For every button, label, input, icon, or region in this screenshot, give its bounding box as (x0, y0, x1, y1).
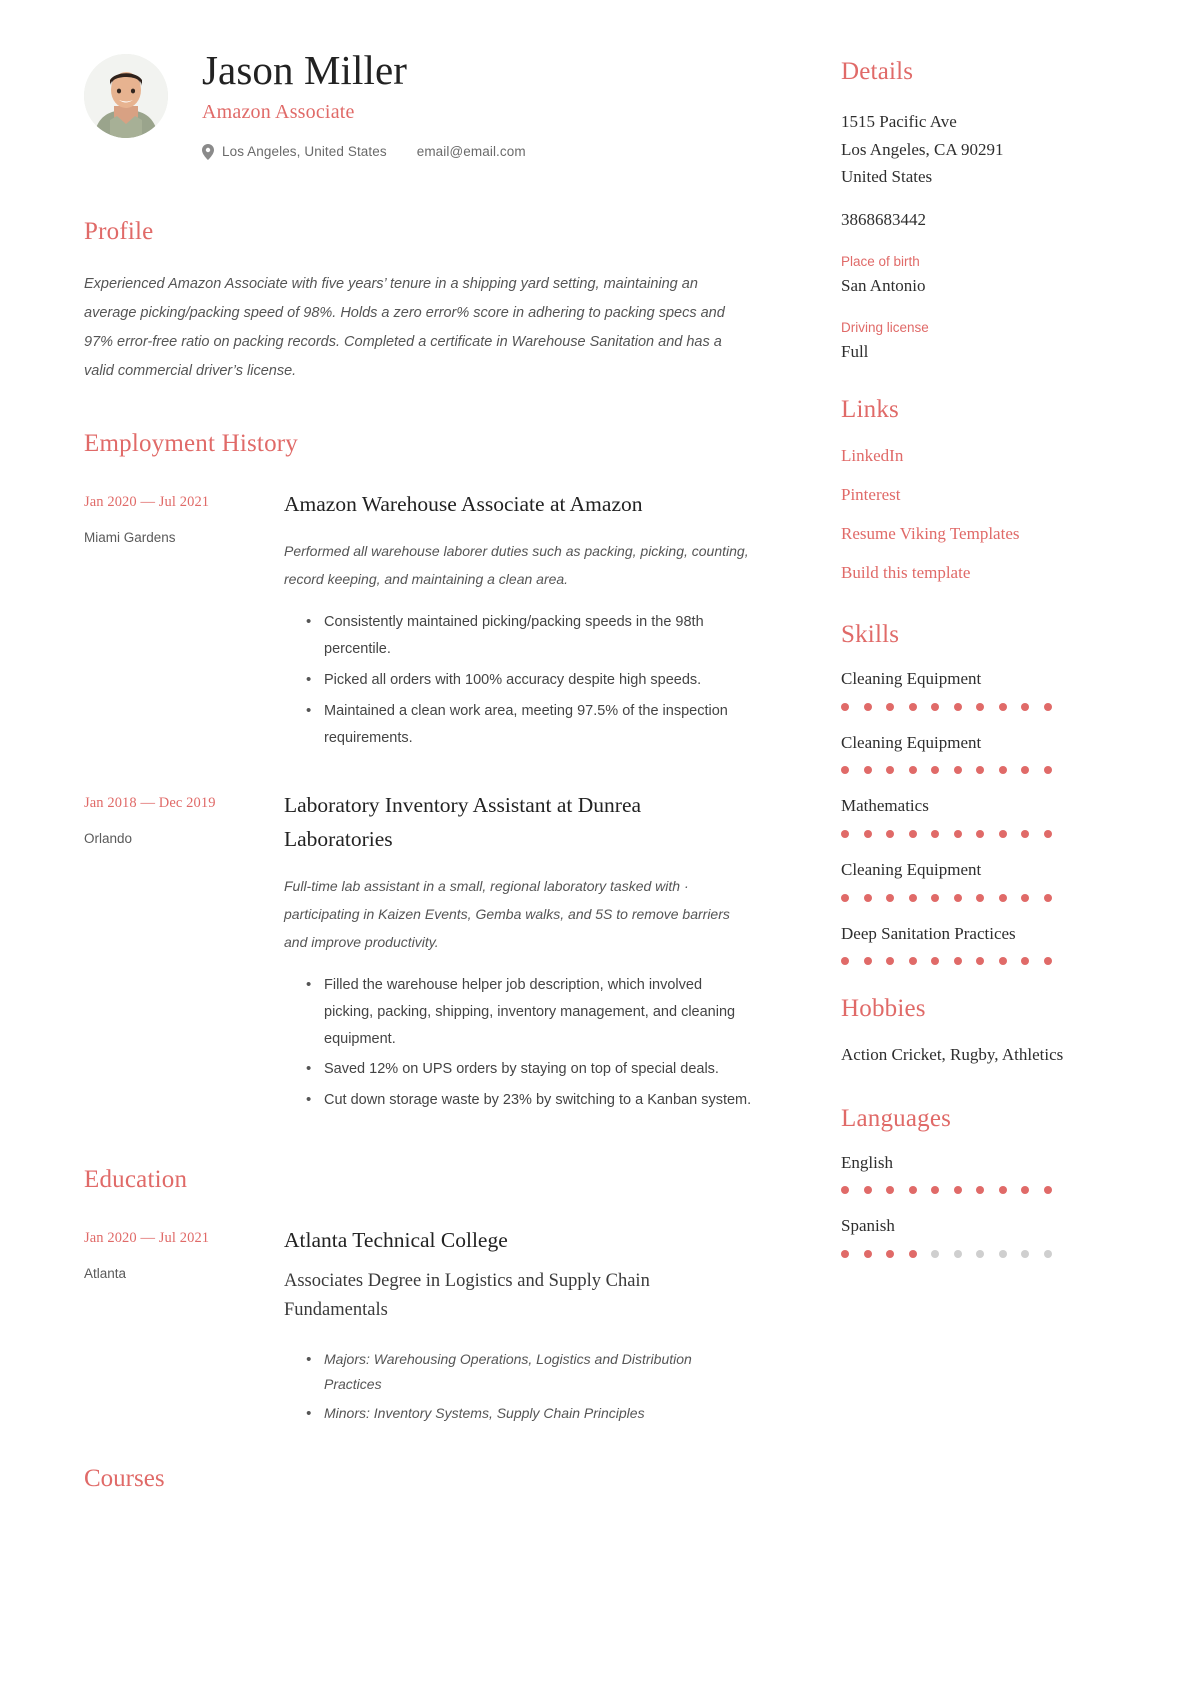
skill-rating (841, 830, 1111, 838)
rating-dot-filled (1021, 766, 1029, 774)
skill-label: Cleaning Equipment (841, 732, 982, 752)
skill-item (841, 731, 1111, 775)
rating-dot-filled (841, 830, 849, 838)
entry-location: Orlando (84, 831, 133, 847)
entry-date: Jan 2020 — Jul 2021 (84, 1230, 210, 1247)
page-title: Jason Miller (202, 47, 408, 93)
rating-dot-filled (976, 1186, 984, 1194)
rating-dot-filled (909, 830, 917, 838)
skill-item (841, 794, 1111, 838)
rating-dot-empty (954, 1250, 962, 1258)
rating-dot-filled (931, 703, 939, 711)
rating-dot-filled (841, 957, 849, 965)
entry-title: Amazon Warehouse Associate at Amazon (284, 492, 643, 516)
job-title: Amazon Associate (202, 100, 355, 123)
rating-dot-filled (954, 1186, 962, 1194)
rating-dot-filled (999, 766, 1007, 774)
entry-bullet-list (284, 1347, 752, 1427)
contact-email[interactable]: email@email.com (416, 144, 526, 160)
entry-description: Full-time lab assistant in a small, regional laboratory tasked with · participating in Kaizen Events, Gemba walks, and 5S to remove barriers and improve productivity. (284, 878, 730, 950)
rating-dot-filled (1021, 957, 1029, 965)
sidebar-section-details (841, 58, 1111, 362)
list-item: • Maintained a clean work area, meeting 97.5% of the inspection requirements. (306, 698, 752, 752)
rating-dot-filled (976, 830, 984, 838)
section-education (84, 1166, 752, 1430)
language-rating (841, 1186, 1111, 1194)
skill-rating (841, 894, 1111, 902)
phone-number: 3868683442 (841, 209, 926, 229)
rating-dot-filled (999, 957, 1007, 965)
sidebar-title-links: Links (841, 395, 899, 423)
rating-dot-filled (931, 830, 939, 838)
sidebar-section-languages (841, 1105, 1111, 1258)
skill-label: Cleaning Equipment (841, 860, 982, 880)
entry-body (284, 789, 752, 1118)
rating-dot-filled (1044, 957, 1052, 965)
entry-date: Jan 2018 — Dec 2019 (84, 795, 216, 812)
location-pin-icon (202, 144, 214, 160)
rating-dot-filled (864, 1250, 872, 1258)
rating-dot-filled (886, 957, 894, 965)
rating-dot-filled (976, 703, 984, 711)
language-item (841, 1151, 1111, 1195)
rating-dot-filled (1021, 894, 1029, 902)
rating-dot-filled (954, 894, 962, 902)
entry-bullet-list (284, 972, 752, 1114)
entry-meta (84, 488, 284, 755)
sidebar-section-links (841, 396, 1111, 586)
education-entry (84, 1224, 752, 1430)
rating-dot-filled (841, 894, 849, 902)
skill-rating (841, 766, 1111, 774)
rating-dot-filled (909, 894, 917, 902)
rating-dot-filled (1044, 830, 1052, 838)
entry-location: Atlanta (84, 1266, 127, 1282)
entry-body (284, 488, 752, 755)
sidebar-title-skills: Skills (841, 621, 900, 649)
skill-item (841, 667, 1111, 711)
entry-title: Atlanta Technical College (284, 1228, 508, 1253)
driving-license-value: Full (841, 341, 869, 361)
rating-dot-filled (1021, 830, 1029, 838)
rating-dot-filled (886, 766, 894, 774)
main-column (84, 218, 752, 1470)
skill-rating (841, 957, 1111, 965)
language-label: English (841, 1152, 893, 1172)
section-title-courses: Courses (84, 1465, 165, 1492)
sidebar-section-hobbies (841, 995, 1111, 1069)
driving-license-label: Driving license (841, 319, 929, 335)
rating-dot-filled (864, 894, 872, 902)
rating-dot-filled (864, 703, 872, 711)
rating-dot-filled (886, 1250, 894, 1258)
rating-dot-filled (909, 1186, 917, 1194)
rating-dot-filled (976, 766, 984, 774)
profile-photo-icon (84, 54, 168, 138)
rating-dot-empty (999, 1250, 1007, 1258)
rating-dot-filled (886, 703, 894, 711)
skill-item (841, 922, 1111, 966)
list-item: • Majors: Warehousing Operations, Logistics and Distribution Practices (306, 1347, 752, 1397)
list-item: • Filled the warehouse helper job description, which involved picking, packing, shipping, inventory management, and cleaning equipment. (306, 972, 752, 1052)
list-item: • Consistently maintained picking/packing speeds in the 98th percentile. (306, 609, 752, 663)
address-line: Los Angeles, CA 90291 (841, 139, 1004, 159)
rating-dot-filled (886, 830, 894, 838)
rating-dot-empty (931, 1250, 939, 1258)
language-label: Spanish (841, 1216, 895, 1236)
section-profile (84, 218, 752, 386)
rating-dot-filled (931, 766, 939, 774)
rating-dot-filled (864, 766, 872, 774)
rating-dot-filled (976, 894, 984, 902)
rating-dot-filled (954, 830, 962, 838)
rating-dot-filled (954, 766, 962, 774)
rating-dot-filled (999, 894, 1007, 902)
entry-title: Laboratory Inventory Assistant at Dunrea Laboratories (284, 793, 642, 851)
rating-dot-filled (841, 1186, 849, 1194)
employment-entry (84, 789, 752, 1118)
rating-dot-filled (931, 957, 939, 965)
link-resume-viking-templates[interactable]: Resume Viking Templates (841, 523, 1020, 543)
resume-header (84, 48, 764, 160)
rating-dot-filled (909, 1250, 917, 1258)
rating-dot-filled (1021, 1186, 1029, 1194)
address-line: 1515 Pacific Ave (841, 112, 957, 131)
rating-dot-filled (909, 766, 917, 774)
list-item: • Picked all orders with 100% accuracy despite high speeds. (306, 667, 752, 694)
rating-dot-filled (841, 766, 849, 774)
rating-dot-filled (1021, 703, 1029, 711)
skill-item (841, 858, 1111, 902)
rating-dot-filled (1044, 1186, 1052, 1194)
rating-dot-filled (931, 1186, 939, 1194)
section-employment (84, 430, 752, 1118)
section-title-education: Education (84, 1166, 188, 1194)
rating-dot-filled (976, 957, 984, 965)
contact-row (202, 144, 526, 160)
rating-dot-filled (841, 1250, 849, 1258)
language-item (841, 1214, 1111, 1258)
entry-degree: Associates Degree in Logistics and Supply Chain Fundamentals (284, 1271, 650, 1321)
list-item: • Saved 12% on UPS orders by staying on top of special deals. (306, 1056, 752, 1083)
link-build-this-template[interactable]: Build this template (841, 562, 971, 582)
entry-meta (84, 1224, 284, 1430)
entry-description: Performed all warehouse laborer duties such as packing, picking, counting, record keeping, and maintaining a clean area. (284, 543, 749, 588)
rating-dot-filled (886, 1186, 894, 1194)
entry-location: Miami Gardens (84, 530, 176, 545)
place-of-birth-label: Place of birth (841, 253, 920, 269)
rating-dot-filled (1044, 894, 1052, 902)
list-item: • Cut down storage waste by 23% by switching to a Kanban system. (306, 1087, 752, 1114)
rating-dot-filled (1044, 703, 1052, 711)
entry-bullet-list (284, 609, 752, 751)
rating-dot-filled (1044, 766, 1052, 774)
rating-dot-filled (954, 703, 962, 711)
rating-dot-filled (954, 957, 962, 965)
entry-meta (84, 789, 284, 1118)
place-of-birth-value: San Antonio (841, 275, 926, 295)
rating-dot-filled (999, 1186, 1007, 1194)
rating-dot-filled (864, 957, 872, 965)
sidebar-title-hobbies: Hobbies (841, 995, 926, 1023)
header-text-block (202, 48, 526, 160)
rating-dot-filled (864, 1186, 872, 1194)
section-title-profile: Profile (84, 218, 154, 245)
link-linkedin[interactable]: LinkedIn (841, 445, 904, 465)
rating-dot-filled (999, 703, 1007, 711)
hobbies-text: Action Cricket, Rugby, Athletics (841, 1045, 1064, 1065)
rating-dot-filled (931, 894, 939, 902)
address-line: United States (841, 167, 933, 187)
sidebar-section-skills (841, 621, 1111, 965)
rating-dot-filled (864, 830, 872, 838)
rating-dot-empty (1044, 1250, 1052, 1258)
rating-dot-filled (999, 830, 1007, 838)
rating-dot-empty (976, 1250, 984, 1258)
sidebar-title-languages: Languages (841, 1104, 952, 1132)
skill-label: Cleaning Equipment (841, 669, 982, 689)
entry-body (284, 1224, 752, 1430)
language-rating (841, 1250, 1111, 1258)
rating-dot-empty (1021, 1250, 1029, 1258)
sidebar-title-details: Details (841, 58, 914, 85)
rating-dot-filled (886, 894, 894, 902)
rating-dot-filled (841, 703, 849, 711)
sidebar (841, 58, 1111, 1296)
skill-rating (841, 703, 1111, 711)
section-title-employment: Employment History (84, 430, 299, 457)
profile-text: Experienced Amazon Associate with five years’ tenure in a shipping yard setting, maintaining an average picking/packing speed of 98%. Holds a zero error% score in adhering to packing specs and 97% error-free ratio on packing records. Completed a certificate in Warehouse Sanitation and has a valid commercial driver’s license. (84, 276, 725, 379)
contact-location: Los Angeles, United States (222, 144, 387, 160)
employment-entry (84, 488, 752, 755)
rating-dot-filled (909, 703, 917, 711)
entry-date: Jan 2020 — Jul 2021 (84, 494, 210, 510)
avatar (84, 54, 168, 138)
link-pinterest[interactable]: Pinterest (841, 484, 901, 504)
skill-label: Mathematics (841, 796, 929, 816)
rating-dot-filled (909, 957, 917, 965)
skill-label: Deep Sanitation Practices (841, 923, 1016, 943)
list-item: • Minors: Inventory Systems, Supply Chain Principles (306, 1401, 752, 1426)
